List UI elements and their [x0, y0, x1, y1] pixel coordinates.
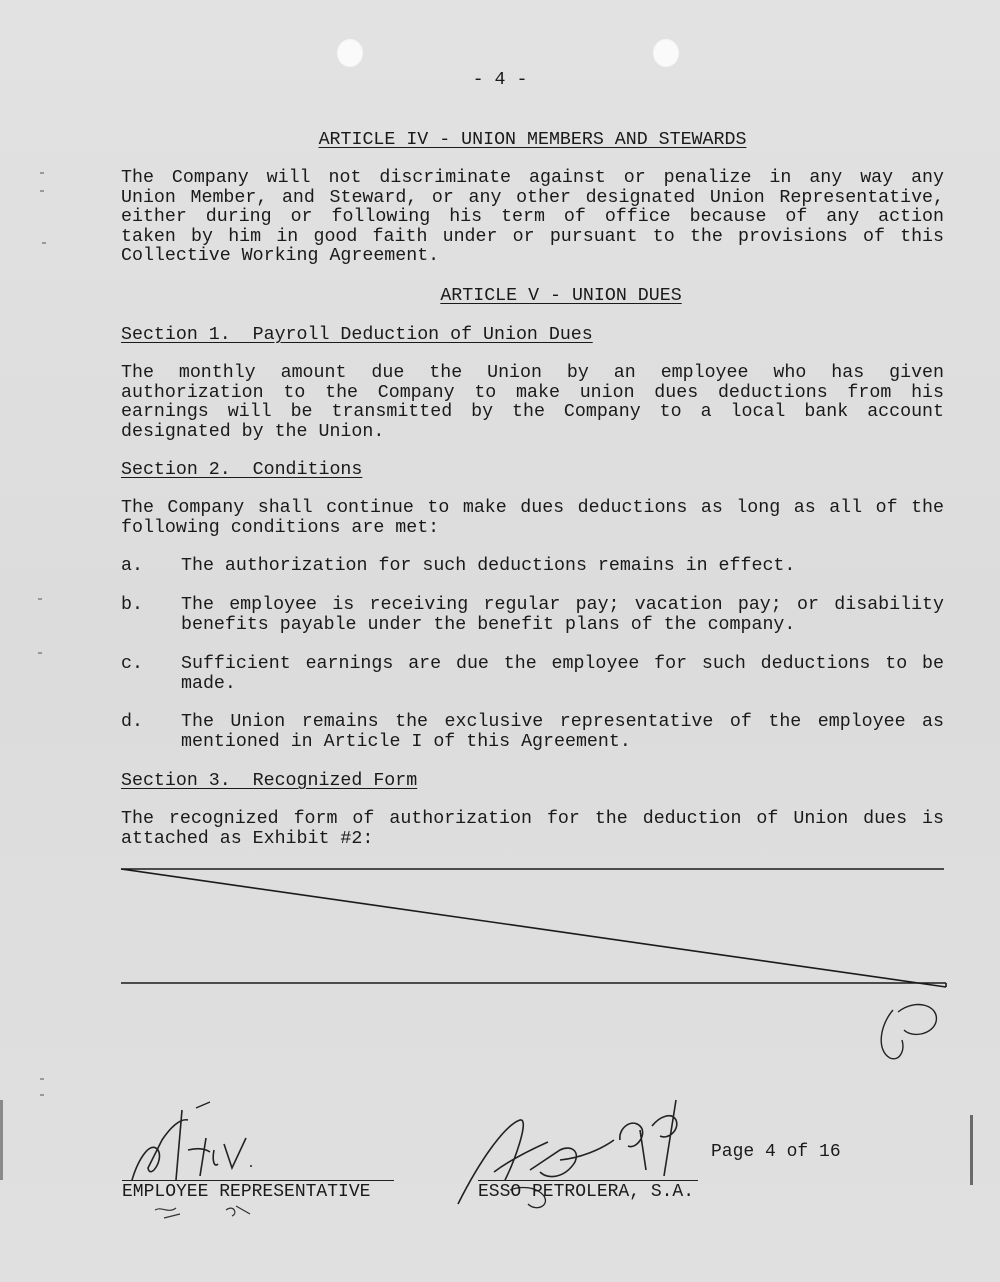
- list-item-text: [181, 655, 944, 694]
- text-line: benefits payable under the benefit plans of the company.: [181, 614, 796, 635]
- scan-speck: [40, 172, 44, 174]
- section-2-heading: Section 2. Conditions: [121, 460, 363, 480]
- text-line: either during or following his term of office because of any action: [121, 207, 944, 228]
- text-line: earnings will be transmitted by the Company to a local bank account: [121, 402, 944, 423]
- scan-speck: [40, 1078, 44, 1080]
- scan-edge-mark-left: [0, 1100, 3, 1180]
- text-line: The employee is receiving regular pay; vacation pay; or disability: [181, 595, 944, 615]
- text-line: The recognized form of authorization for the deduction of Union dues is: [121, 809, 944, 829]
- list-item-text: [181, 596, 944, 635]
- list-item-text: [181, 557, 944, 577]
- article-iv-paragraph: [121, 169, 944, 267]
- text-line: mentioned in Article I of this Agreement.: [181, 731, 631, 752]
- text-line: The authorization for such deductions remains in effect.: [181, 556, 796, 576]
- punch-hole-left: [336, 38, 364, 68]
- section-2-paragraph: [121, 499, 944, 538]
- employee-rep-signature-line: [122, 1180, 394, 1181]
- text-line: Collective Working Agreement.: [121, 246, 440, 267]
- text-line: The monthly amount due the Union by an employee who has given: [121, 363, 944, 383]
- text-line: taken by him in good faith under or pursuant to the provisions of this: [121, 226, 944, 247]
- text-line: made.: [181, 673, 236, 694]
- scan-speck: [38, 652, 42, 654]
- section-3-paragraph: [121, 810, 944, 849]
- list-item-letter: b.: [121, 595, 143, 615]
- list-item-text: [181, 713, 944, 752]
- article-iv-title: ARTICLE IV - UNION MEMBERS AND STEWARDS: [318, 130, 747, 150]
- esso-signature-line: [478, 1180, 698, 1181]
- scan-edge-mark: [970, 1115, 973, 1185]
- section-1-paragraph: [121, 364, 944, 442]
- text-line: designated by the Union.: [121, 421, 385, 442]
- text-line: The Company will not discriminate against or penalize in any way any: [121, 168, 944, 188]
- punch-hole-right: [652, 38, 680, 68]
- text-line: The Union remains the exclusive representative of the employee as: [181, 712, 944, 732]
- text-line: Sufficient earnings are due the employee for such deductions to be: [181, 654, 944, 674]
- list-item-letter: a.: [121, 556, 143, 576]
- page-info: Page 4 of 16: [711, 1142, 841, 1162]
- list-item-letter: d.: [121, 712, 143, 732]
- text-line: following conditions are met:: [121, 517, 440, 538]
- text-line: Union Member, and Steward, or any other designated Union Representative,: [121, 187, 944, 208]
- section-1-heading: Section 1. Payroll Deduction of Union Dues: [121, 325, 593, 345]
- text-line: attached as Exhibit #2:: [121, 828, 374, 849]
- page-number-header: - 4 -: [472, 70, 528, 90]
- text-line: authorization to the Company to make union dues deductions from his: [121, 382, 944, 403]
- scan-speck: [38, 598, 42, 600]
- article-v-title: ARTICLE V - UNION DUES: [440, 286, 682, 306]
- scan-speck: [40, 190, 44, 192]
- text-line: The Company shall continue to make dues deductions as long as all of the: [121, 498, 944, 518]
- scan-speck: [42, 242, 46, 244]
- section-3-heading: Section 3. Recognized Form: [121, 771, 418, 791]
- esso-petrolera-label: ESSO PETROLERA, S.A.: [478, 1182, 695, 1202]
- scan-speck: [40, 1094, 44, 1096]
- employee-representative-label: EMPLOYEE REPRESENTATIVE: [122, 1182, 371, 1202]
- list-item-letter: c.: [121, 654, 143, 674]
